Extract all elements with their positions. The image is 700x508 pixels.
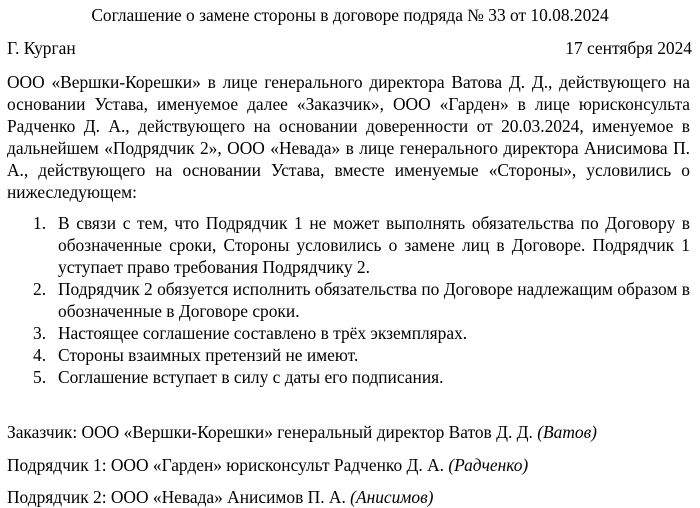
signature-line-contractor-2 [7,486,433,508]
term-item-2 [7,278,690,322]
terms-list [7,212,690,388]
signature-line-contractor-1 [7,454,528,476]
term-item-4 [7,344,690,366]
signature-party-text: Заказчик: ООО «Вершки-Корешки» генеральный директор Ватов Д. Д. [7,422,533,442]
term-text: Стороны взаимных претензий не имеют. [58,345,359,365]
signature-party-text: Подрядчик 1: ООО «Гарден» юрисконсульт Радченко Д. А. [7,455,444,475]
document-date: 17 сентября 2024 [565,38,692,58]
preamble-paragraph: ООО «Вершки-Корешки» в лице генерального директора Ватова Д. Д., действующего на основании Устава, именуемое далее «Заказчик», ООО «Гарден» в лице юрисконсульта Радченко Д. А., действующего на основании доверенности от 20.03.2024, именуемое в дальнейшем «Подрядчик 2», ООО «Невада» в лице генерального директора Анисимова П. А., действующего на основании Устава, вместе именуемые «Стороны», условились о нижеследующем: [7,72,690,202]
term-number: 5. [33,367,47,387]
term-number: 3. [33,323,47,343]
term-text: Настоящее соглашение составлено в трёх экземплярах. [58,323,468,343]
term-number: 1. [33,213,47,233]
handwritten-signature: (Ватов) [537,422,597,442]
handwritten-signature: (Анисимов) [350,487,434,507]
term-text: В связи с тем, что Подрядчик 1 не может выполнять обязательства по Договору в обозначенные сроки, Стороны условились о замене лиц в Договоре. Подрядчик 1 уступает право требования Подрядчику 2. [58,213,690,277]
term-item-3 [7,322,690,344]
document-place: Г. Курган [7,38,76,58]
handwritten-signature: (Радченко) [448,455,529,475]
signature-line-customer [7,421,597,443]
term-item-1 [7,212,690,278]
term-number: 4. [33,345,47,365]
term-number: 2. [33,279,47,299]
term-text: Подрядчик 2 обязуется исполнить обязательства по Договоре надлежащим образом в обозначенные в Договоре сроки. [58,279,690,321]
place-date-row [7,37,692,59]
term-text: Соглашение вступает в силу с даты его подписания. [58,367,444,387]
document-title: Соглашение о замене стороны в договоре подряда № 33 от 10.08.2024 [91,5,609,25]
signature-party-text: Подрядчик 2: ООО «Невада» Анисимов П. А. [7,487,346,507]
term-item-5 [7,366,690,388]
